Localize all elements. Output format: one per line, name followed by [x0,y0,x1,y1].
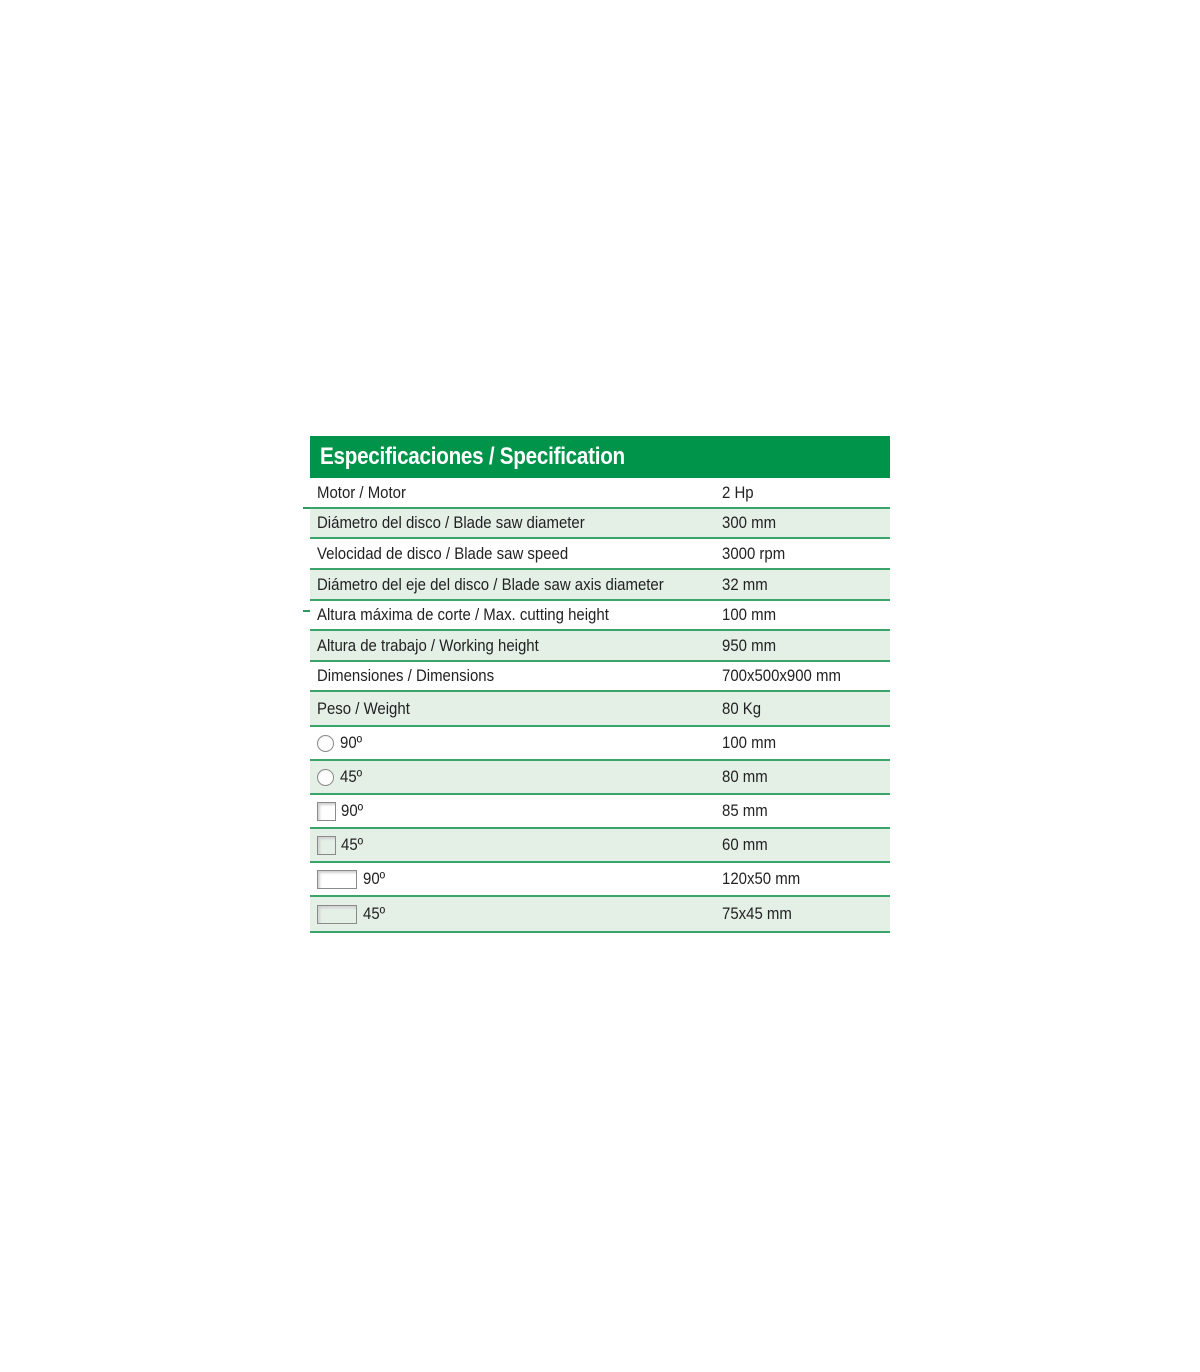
cut-angle: 45º [341,835,364,854]
row-label: Motor / Motor [317,482,406,502]
cut-angle: 90º [341,801,364,820]
table-row [310,662,890,692]
cut-capacity: 60 mm [722,835,768,854]
row-label: Velocidad de disco / Blade saw speed [317,543,569,563]
row-label: Altura máxima de corte / Max. cutting height [317,605,609,624]
cut-angle: 45º [340,767,363,786]
cutting-capacity-row [310,829,890,863]
round-section-icon [317,735,334,752]
square-section-icon [317,802,336,821]
cut-capacity: 75x45 mm [722,904,792,923]
table-row [310,539,890,570]
cutting-capacity-row [310,727,890,761]
row-label: Altura de trabajo / Working height [317,635,539,655]
round-section-icon [317,769,334,786]
cut-capacity: 120x50 mm [722,869,801,888]
table-row [310,509,890,539]
table-row [310,601,890,631]
row-value: 2 Hp [722,482,754,502]
table-row [310,570,890,601]
table-row [310,692,890,727]
row-value: 100 mm [722,605,777,624]
cutting-capacity-row [310,795,890,829]
cutting-capacity-row [310,863,890,897]
rectangular-section-icon [317,905,357,924]
row-value: 700x500x900 mm [722,666,841,685]
row-value: 32 mm [722,574,768,594]
rectangular-section-icon [317,870,357,889]
cut-angle: 90º [340,733,363,752]
cutting-capacity-row [310,761,890,795]
row-label: Dimensiones / Dimensions [317,666,495,685]
table-header [310,436,890,478]
specification-table [310,436,890,933]
cut-angle: 90º [363,869,386,888]
row-value: 300 mm [722,513,777,532]
row-label: Peso / Weight [317,698,410,718]
row-label: Diámetro del disco / Blade saw diameter [317,513,585,532]
square-section-icon [317,836,336,855]
row-value: 80 Kg [722,698,762,718]
row-label: Diámetro del eje del disco / Blade saw axis diameter [317,574,664,594]
cut-capacity: 85 mm [722,801,768,820]
table-title: Especificaciones / Specification [320,443,625,470]
row-value: 3000 rpm [722,543,786,563]
cut-capacity: 100 mm [722,733,777,752]
table-row [310,478,890,509]
cut-capacity: 80 mm [722,767,768,786]
cut-angle: 45º [363,904,386,923]
cutting-capacity-row [310,897,890,933]
table-row [310,631,890,662]
row-value: 950 mm [722,635,777,655]
